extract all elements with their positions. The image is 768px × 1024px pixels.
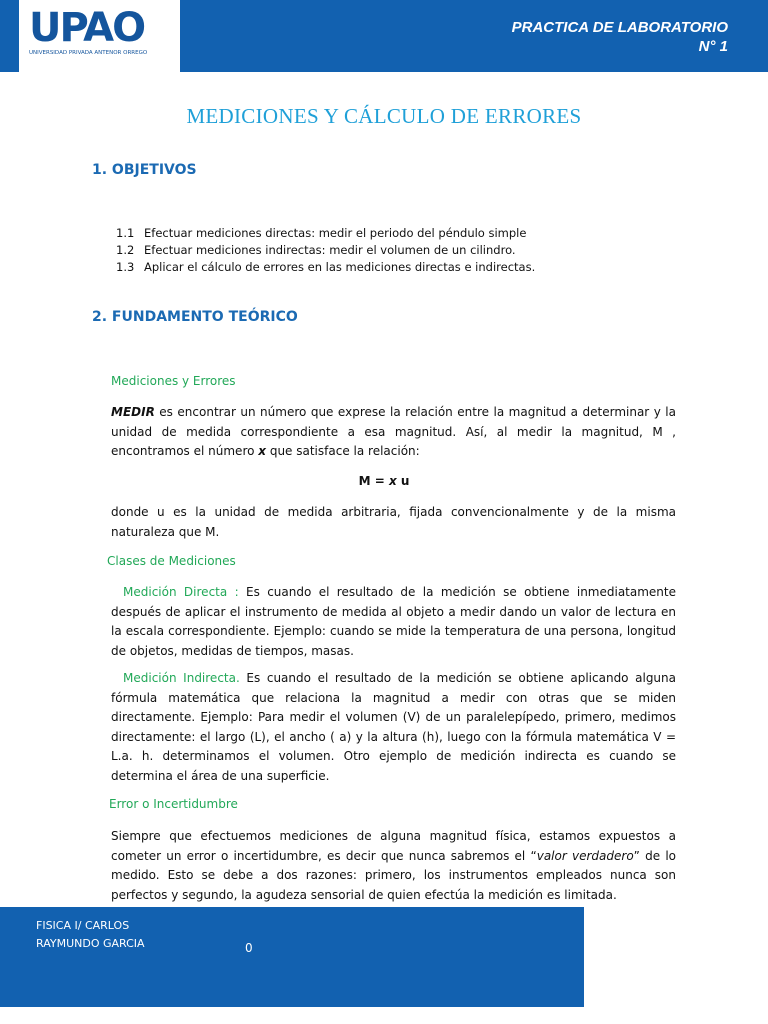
paragraph-text: Es cuando el resultado de la medición se obtiene aplicando alguna fórmula matemática que relaciona la magnitud a medir con otras que se miden directamente. Ejemplo: Para medir el volumen (V) de un paralelepípedo, primero, medimos directamente: el largo (L), el ancho ( a) y la altura (h), luego con la fórmula matemática V = L.a. h. determinamos el volumen. Otro ejemplo de medición indirecta es cuando se determina el área de una superficie. xyxy=(111,671,677,783)
logo-subtitle: UNIVERSIDAD PRIVADA ANTENOR ORREGO xyxy=(29,50,148,56)
paragraph-donde: donde u es la unidad de medida arbitraria, fijada convencionalmente y de la misma naturaleza que M. xyxy=(111,505,676,539)
subheading-mediciones-errores: Mediciones y Errores xyxy=(111,374,236,388)
paragraph-text: Es cuando el resultado de la medición se obtiene inmediatamente después de aplicar el instrumento de medida al objeto a medir dando un valor de lectura en la escala correspondiente. Ejemplo: cuando se mide la temperatura de una persona, longitud de objetos, medidas de tiempos, masas. xyxy=(111,585,676,658)
paragraph-medicion-indirecta xyxy=(111,669,676,786)
term-medir: MEDIR xyxy=(111,405,155,419)
objective-text: Aplicar el cálculo de errores en las mediciones directas e indirectas. xyxy=(144,260,536,274)
section-heading-objetivos: 1. OBJETIVOS xyxy=(92,162,197,178)
objective-item xyxy=(116,226,526,240)
term-medicion-directa: Medición Directa : xyxy=(123,585,239,599)
italic-valor-verdadero: valor verdadero xyxy=(536,848,634,863)
footer-bar xyxy=(0,907,584,1007)
variable-x: x xyxy=(258,444,267,458)
paragraph-text: es encontrar un número que exprese la relación entre la magnitud a determinar y la unidad de medida correspondiente a esa magnitud. Así, al medir la magnitud, M , encontramos el número xyxy=(111,405,676,458)
page-number: 0 xyxy=(245,941,253,955)
subheading-clases: Clases de Mediciones xyxy=(107,554,236,568)
paragraph-text: ” de lo medido. Esto se debe a dos razones: primero, los instrumentos empleados nunca son perfectos y segundo, la agudeza sensorial de quien efectúa la medición es limitada. xyxy=(111,848,677,902)
footer-author: FISICA I/ CARLOS RAYMUNDO GARCIA xyxy=(36,919,145,950)
objective-number: 1.2 xyxy=(116,243,135,257)
paragraph-medir xyxy=(111,403,676,462)
objective-number: 1.1 xyxy=(116,226,135,240)
objective-text: Efectuar mediciones indirectas: medir el volumen de un cilindro. xyxy=(144,243,516,257)
objective-text: Efectuar mediciones directas: medir el periodo del péndulo simple xyxy=(144,226,527,240)
formula-variable: x xyxy=(388,474,397,488)
logo-text: UPAO xyxy=(29,5,145,51)
upao-logo xyxy=(19,0,180,72)
header-bar xyxy=(0,0,768,72)
formula-part: M = xyxy=(358,474,389,488)
practice-label xyxy=(512,18,728,56)
practice-line-2: N° 1 xyxy=(698,38,728,55)
objective-number: 1.3 xyxy=(116,260,135,274)
formula-part: u xyxy=(396,474,410,488)
practice-line-1: PRACTICA DE LABORATORIO xyxy=(511,19,728,36)
paragraph-medicion-directa xyxy=(111,583,676,661)
term-medicion-indirecta: Medición Indirecta. xyxy=(123,671,240,685)
paragraph-text: Siempre que efectuemos mediciones de alguna magnitud física, estamos expuestos a cometer un error o incertidumbre, es decir que nunca sabremos el “ xyxy=(111,829,676,863)
document-title: MEDICIONES Y CÁLCULO DE ERRORES xyxy=(186,104,582,128)
section-heading-fundamento: 2. FUNDAMENTO TEÓRICO xyxy=(92,309,298,325)
objective-item xyxy=(116,260,535,274)
subheading-error: Error o Incertidumbre xyxy=(109,797,238,811)
paragraph-error xyxy=(111,827,676,905)
paragraph-text: que satisface la relación: xyxy=(266,444,420,458)
formula xyxy=(0,474,768,488)
objective-item xyxy=(116,243,516,257)
